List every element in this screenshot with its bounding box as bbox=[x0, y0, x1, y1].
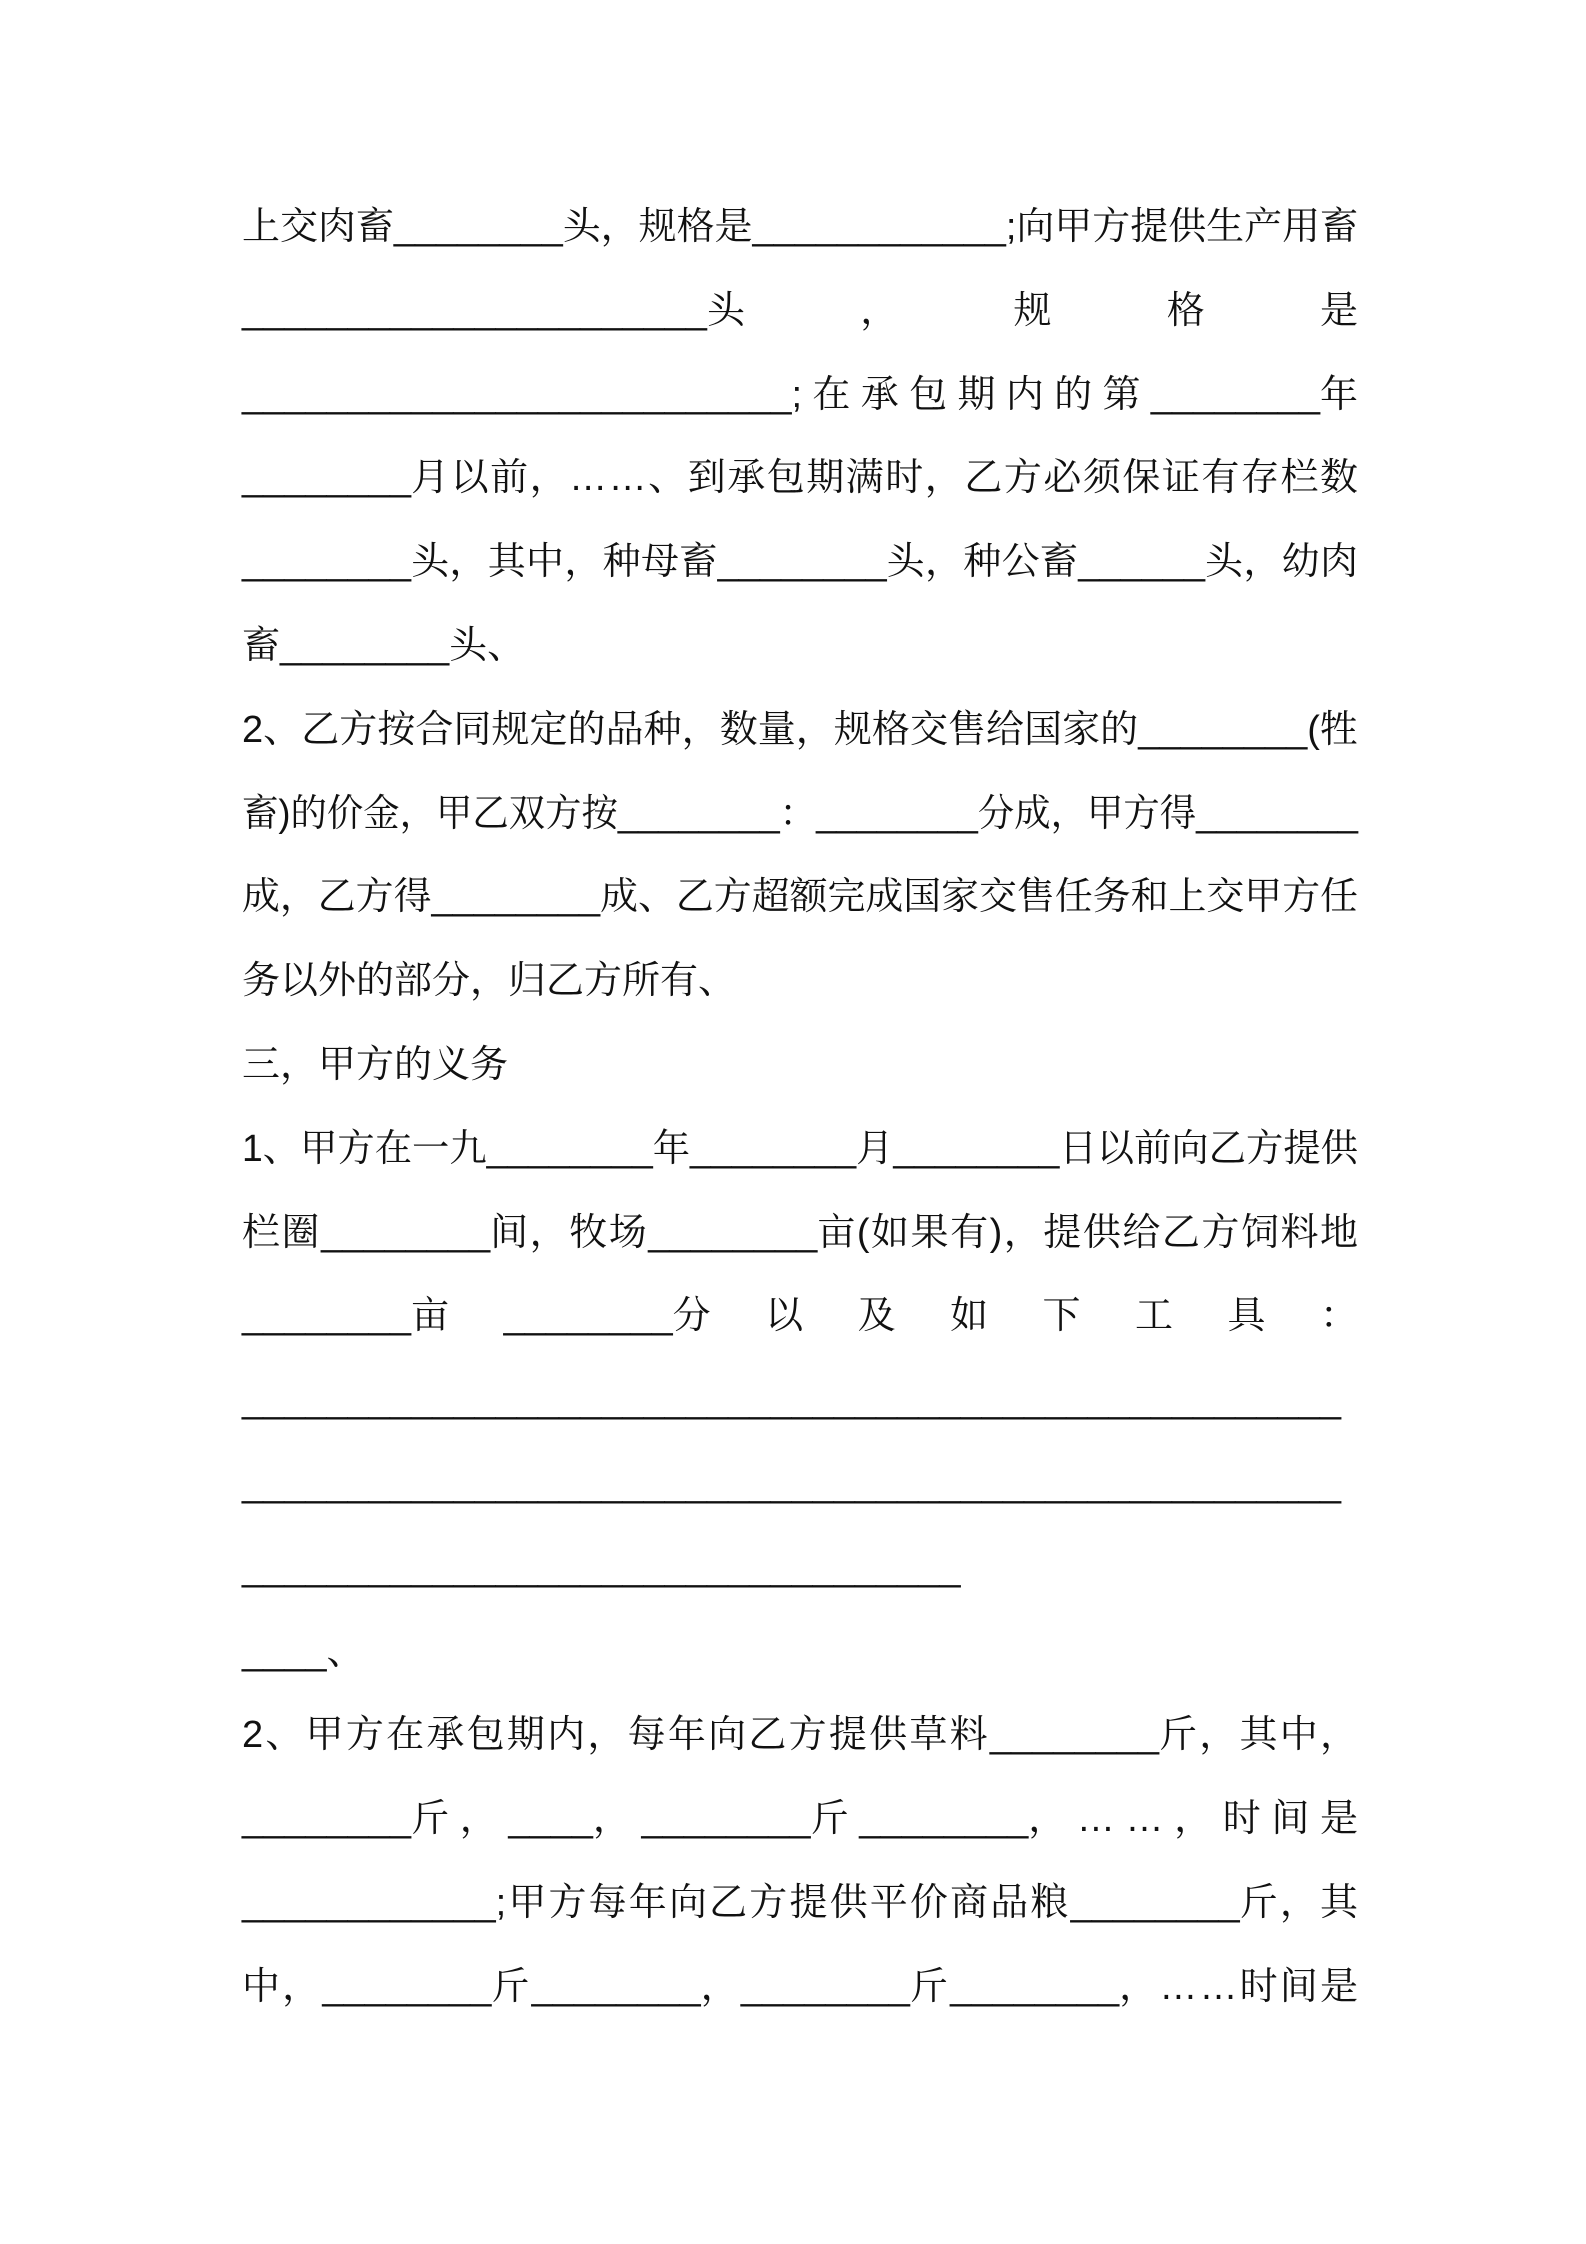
blank-field: ________ bbox=[242, 541, 412, 584]
line-text bbox=[242, 1275, 1412, 1359]
blank-field: ________ bbox=[486, 1127, 653, 1170]
line-text bbox=[242, 1359, 1341, 1443]
line-text bbox=[242, 186, 1358, 270]
text-line bbox=[242, 1611, 1358, 1695]
text-run: 月 bbox=[856, 1127, 894, 1170]
blank-line bbox=[242, 1443, 1358, 1527]
blank-field: __________________________________ bbox=[242, 1546, 961, 1589]
text-run: 、 bbox=[326, 1630, 365, 1673]
blank-field: ________ bbox=[1150, 373, 1320, 416]
text-run: ： bbox=[779, 792, 817, 835]
blank-field: ____ bbox=[508, 1798, 593, 1841]
text-run: 畜)的价金，甲乙双方按 bbox=[242, 792, 618, 835]
blank-field: ______________________ bbox=[242, 289, 707, 332]
blank-field: ________ bbox=[1070, 1881, 1240, 1924]
blank-field: ________ bbox=[280, 624, 450, 667]
text-run: 斤，其中， bbox=[1158, 1714, 1361, 1757]
line-text bbox=[242, 1527, 961, 1611]
section-heading-text bbox=[242, 1024, 508, 1108]
text-run: 斤 bbox=[810, 1798, 860, 1841]
text-run: 斤， bbox=[411, 1798, 509, 1841]
text-line bbox=[242, 1778, 1369, 1862]
blank-field: ____________________________________________________ bbox=[242, 1462, 1341, 1505]
line-text bbox=[242, 1778, 1369, 1862]
text-run: 斤 bbox=[909, 1965, 951, 2008]
line-text bbox=[242, 1611, 365, 1695]
text-line bbox=[242, 354, 1369, 438]
blank-field: ________ bbox=[648, 1211, 818, 1254]
text-line bbox=[242, 1694, 1361, 1778]
text-run: 三，甲方的义务 bbox=[242, 1043, 509, 1086]
text-run: 亩(如果有)，提供给乙方饲料地 bbox=[817, 1211, 1360, 1254]
blank-field: ________ bbox=[690, 1127, 857, 1170]
text-line bbox=[242, 270, 1474, 354]
blank-field: ____________ bbox=[752, 206, 1006, 248]
text-run: 2、甲方在承包期内，每年向乙方提供草料 bbox=[242, 1714, 990, 1757]
blank-field: ________ bbox=[950, 1965, 1120, 2008]
text-line bbox=[242, 1108, 1358, 1192]
text-run: 月以前，……、到承包期满时，乙方必须保证有存栏数 bbox=[411, 457, 1360, 500]
blank-field: ________ bbox=[740, 1965, 910, 2008]
blank-field: ____ bbox=[242, 1630, 327, 1673]
text-line bbox=[242, 437, 1358, 521]
blank-field: ________ bbox=[242, 1798, 412, 1841]
text-run: 头，种公畜 bbox=[886, 541, 1079, 584]
blank-line bbox=[242, 1359, 1358, 1443]
section-heading bbox=[242, 1024, 1358, 1108]
text-run: ，……时间是 bbox=[1119, 1965, 1361, 2008]
text-line bbox=[242, 856, 1358, 940]
text-run: 栏圈 bbox=[242, 1211, 322, 1254]
line-text bbox=[242, 773, 1358, 857]
line-text bbox=[242, 940, 736, 1024]
text-line bbox=[242, 1946, 1361, 2030]
text-run: 分以及如下工具： bbox=[672, 1295, 1413, 1338]
text-line bbox=[242, 605, 1358, 689]
text-run: ;甲方每年向乙方提供平价商品粮 bbox=[495, 1881, 1071, 1924]
blank-field: ________ bbox=[1138, 708, 1308, 751]
text-run: 年 bbox=[1319, 373, 1369, 416]
text-run: 畜 bbox=[242, 624, 281, 667]
blank-field: __________________________ bbox=[242, 373, 792, 416]
line-text bbox=[242, 689, 1358, 773]
blank-field: ____________ bbox=[242, 1881, 496, 1924]
blank-field: ________ bbox=[893, 1127, 1060, 1170]
text-run: 头，规格是 bbox=[706, 289, 1474, 332]
text-line bbox=[242, 521, 1358, 605]
blank-line bbox=[242, 1527, 1358, 1611]
blank-field: ______ bbox=[1078, 541, 1206, 584]
text-line bbox=[242, 186, 1358, 270]
text-run: 斤 bbox=[491, 1965, 532, 2008]
text-run: 头、 bbox=[449, 624, 526, 667]
text-run: 分成，甲方得 bbox=[977, 792, 1197, 835]
line-text bbox=[242, 605, 525, 689]
text-run: 头，其中，种母畜 bbox=[411, 541, 718, 584]
line-text bbox=[242, 1443, 1341, 1527]
contract-text bbox=[242, 186, 1474, 2030]
text-line bbox=[242, 1275, 1413, 1359]
blank-field: ________ bbox=[393, 206, 563, 248]
text-run: 斤，其 bbox=[1239, 1881, 1361, 1924]
blank-field: ________ bbox=[322, 1965, 492, 2008]
text-run: ， bbox=[700, 1965, 741, 2008]
text-run: 上交肉畜 bbox=[242, 206, 394, 248]
line-text bbox=[242, 354, 1368, 438]
blank-field: ________ bbox=[431, 876, 601, 919]
text-run: 务以外的部分，归乙方所有、 bbox=[242, 960, 737, 1003]
text-run: ，……，时间是 bbox=[1028, 1798, 1369, 1841]
text-run: 成，乙方得 bbox=[242, 876, 432, 919]
text-run: ;在承包期内的第 bbox=[791, 373, 1151, 416]
text-run: 2、乙方按合同规定的品种，数量，规格交售给国家的 bbox=[242, 708, 1139, 751]
text-run: 亩 bbox=[411, 1295, 504, 1338]
text-run: 日以前向乙方提供 bbox=[1059, 1127, 1358, 1170]
line-text bbox=[242, 856, 1358, 940]
blank-field: ________ bbox=[1196, 792, 1358, 835]
blank-field: ________ bbox=[617, 792, 780, 835]
text-line bbox=[242, 1862, 1361, 1946]
text-line bbox=[242, 689, 1358, 773]
line-text bbox=[242, 521, 1358, 605]
line-text bbox=[242, 1946, 1360, 2030]
blank-field: ____________________________________________________ bbox=[242, 1379, 1341, 1422]
text-line bbox=[242, 773, 1358, 857]
blank-field: ________ bbox=[717, 541, 887, 584]
text-run: 中， bbox=[242, 1965, 323, 2008]
blank-field: ________ bbox=[641, 1798, 811, 1841]
line-text bbox=[242, 437, 1360, 521]
line-text bbox=[242, 1192, 1360, 1276]
line-text bbox=[242, 1862, 1360, 1946]
line-text bbox=[242, 1108, 1358, 1192]
text-run: 头，幼肉 bbox=[1205, 541, 1359, 584]
text-run: (牲 bbox=[1307, 708, 1359, 751]
text-run: ， bbox=[592, 1798, 642, 1841]
blank-field: ________ bbox=[859, 1798, 1029, 1841]
blank-field: ________ bbox=[321, 1211, 491, 1254]
text-run: 间，牧场 bbox=[490, 1211, 649, 1254]
line-text bbox=[242, 270, 1473, 354]
text-run: 1、甲方在一九 bbox=[242, 1127, 487, 1170]
text-run: 头，规格是 bbox=[562, 206, 753, 248]
text-run: 年 bbox=[652, 1127, 691, 1170]
blank-field: ________ bbox=[242, 457, 412, 500]
blank-field: ________ bbox=[242, 1295, 412, 1338]
text-run: ;向甲方提供生产用畜 bbox=[1005, 206, 1358, 248]
line-text bbox=[242, 1694, 1360, 1778]
text-line bbox=[242, 1192, 1358, 1276]
text-line bbox=[242, 940, 1358, 1024]
blank-field: ________ bbox=[816, 792, 978, 835]
text-run: 成、乙方超额完成国家交售任务和上交甲方任 bbox=[600, 876, 1358, 919]
blank-field: ________ bbox=[531, 1965, 701, 2008]
blank-field: ________ bbox=[989, 1714, 1159, 1757]
blank-field: ________ bbox=[503, 1295, 673, 1338]
